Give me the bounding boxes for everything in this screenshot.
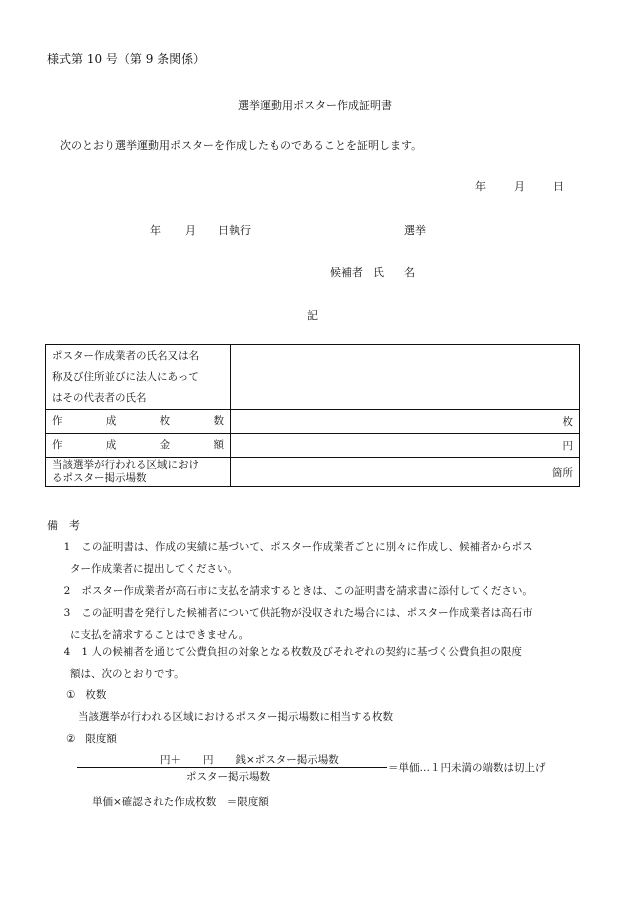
label-char: 成 (105, 439, 117, 451)
note-number: 2 (63, 585, 71, 597)
table-row (46, 410, 580, 434)
note-4 (56, 641, 522, 685)
election-name: 選挙 (404, 224, 426, 237)
sub-title: 限度額 (85, 733, 117, 745)
notes-heading: 備 考 (47, 519, 80, 532)
note-text: この証明書は、作成の実績に基づいて、ポスター作成業者ごとに別々に作成し、候補者からポス (81, 541, 533, 553)
form-number: 様式第 10 号（第 9 条関係） (47, 52, 206, 66)
document-title: 選挙運動用ポスター作成証明書 (238, 99, 392, 112)
ki-marker: 記 (307, 309, 318, 322)
candidate-name-1: 氏 (373, 266, 384, 279)
fraction-numerator (160, 752, 339, 767)
label-char: 成 (105, 415, 117, 427)
label-char: 金 (159, 439, 171, 451)
candidate-label: 候補者 (330, 266, 363, 279)
date-month: 月 (514, 180, 525, 193)
board-count-field[interactable] (231, 458, 580, 487)
fraction-result: ＝単価…１円未満の端数は切上げ (388, 762, 546, 774)
sub-number: ① (66, 689, 76, 701)
board-count-label (46, 458, 231, 487)
exec-day: 日執行 (218, 224, 251, 237)
fraction-bar (77, 767, 387, 768)
amount-label (46, 434, 231, 458)
sub-item-count-heading (66, 687, 106, 702)
date-year: 年 (475, 180, 486, 193)
note-number: 3 (63, 607, 71, 619)
date-day: 日 (553, 180, 564, 193)
count-field[interactable] (231, 410, 580, 434)
poster-details-table (45, 344, 580, 487)
note-number: 4 (63, 646, 71, 658)
count-unit: 枚 (562, 416, 573, 428)
candidate-name-2: 名 (404, 266, 415, 279)
label-line: ポスター作成業者の氏名又は名 (52, 349, 199, 362)
label-char: 枚 (159, 415, 171, 427)
intro-text: 次のとおり選挙運動用ポスターを作成したものであることを証明します。 (60, 139, 423, 152)
numerator-part: 銭×ポスター掲示場数 (235, 754, 339, 766)
note-text: この証明書を発行した候補者について供託物が没収された場合には、ポスター作成業者は高石市 (81, 607, 533, 619)
board-count-unit: 箇所 (552, 466, 573, 479)
note-text-cont: 額は、次のとおりです。 (70, 668, 185, 680)
candidate-line (330, 264, 415, 280)
sub-title: 枚数 (85, 689, 107, 701)
note-text: 1 人の候補者を通じて公費負担の対象となる枚数及びそれぞれの契約に基づく公費負担の限度 (81, 646, 522, 658)
count-label (46, 410, 231, 434)
limit-formula: 単価×確認された作成枚数 ＝限度額 (92, 796, 269, 808)
issue-date (475, 178, 564, 194)
exec-year: 年 (150, 224, 161, 237)
fraction-denominator: ポスター掲示場数 (186, 771, 270, 783)
note-2 (56, 580, 533, 602)
label-line: るポスター掲示場数 (52, 472, 147, 484)
table-row (46, 434, 580, 458)
label-char: 作 (52, 439, 63, 451)
maker-name-field[interactable] (231, 345, 580, 410)
amount-unit: 円 (562, 440, 573, 452)
label-char: 作 (52, 415, 63, 427)
note-number: 1 (63, 541, 71, 553)
table-row (46, 345, 580, 410)
note-1 (56, 536, 533, 580)
exec-month: 月 (185, 224, 196, 237)
numerator-part: 円＋ (160, 754, 181, 766)
maker-name-label (46, 345, 231, 410)
label-line: はその代表者の氏名 (52, 391, 147, 404)
note-3 (56, 602, 533, 646)
label-char: 数 (213, 415, 224, 427)
label-line: 当該選挙が行われる区域におけ (52, 459, 199, 471)
note-text-cont: ター作成業者に提出してください。 (70, 563, 238, 575)
execution-date (150, 222, 251, 238)
sub-item-limit-heading (66, 731, 117, 746)
label-char: 額 (213, 439, 224, 451)
amount-field[interactable] (231, 434, 580, 458)
sub-number: ② (66, 733, 76, 745)
note-text-cont: に支払を請求することはできません。 (70, 629, 250, 641)
numerator-part: 円 (203, 754, 214, 766)
table-row (46, 458, 580, 487)
note-text: ポスター作成業者が高石市に支払を請求するときは、この証明書を請求書に添付してください。 (81, 585, 533, 597)
sub-item-count-text: 当該選挙が行われる区域におけるポスター掲示場数に相当する枚数 (78, 711, 393, 723)
label-line: 称及び住所並びに法人にあって (52, 370, 199, 383)
